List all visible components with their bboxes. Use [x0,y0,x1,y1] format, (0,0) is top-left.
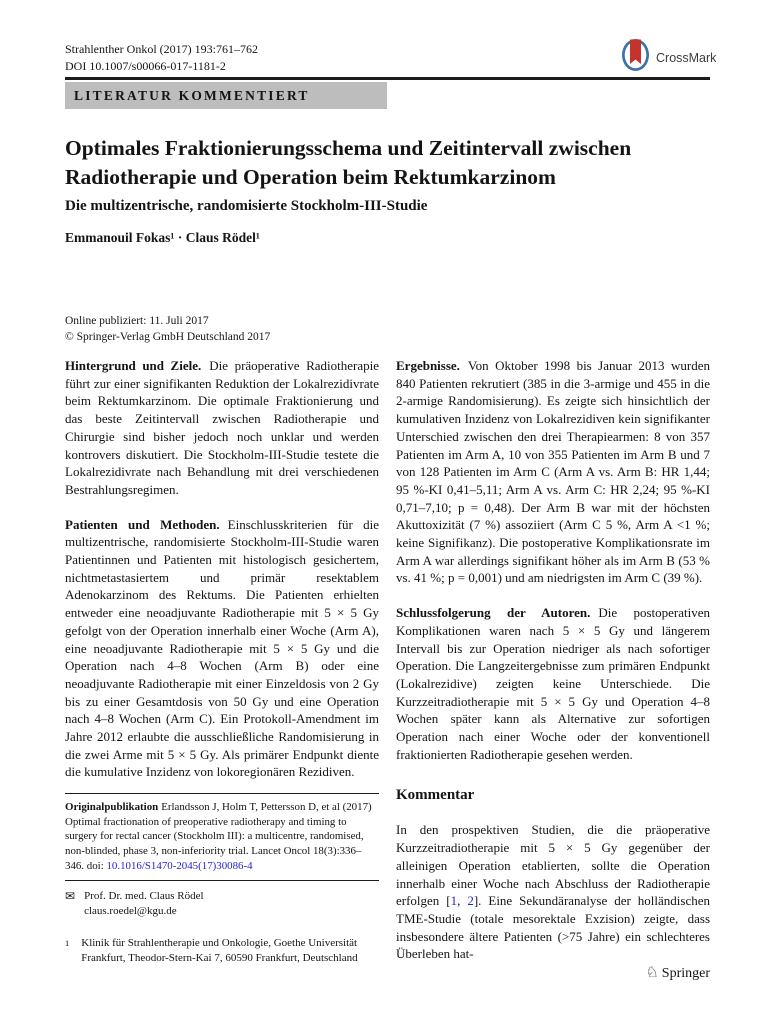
methods-text: Einschlusskriterien für die multizentrische, randomisierte Stockholm-III-Studie waren Patientinnen und Patienten mit histologisch gesichertem, nichtmetastasiertem und primär resektablem Adenokarzinom des Rektums. Die Patienten erhielten entweder eine neoadjuvante Radiotherapie mit 5 × 5 Gy gefolgt von der Operation innerhalb einer Woche (Arm A), eine neoadjuvante Radiotherapie mit 5 × 5 Gy und die Operation nach 4–8 Wochen (Arm B) oder eine neoadjuvante Radiotherapie mit einer Einzeldosis von 2 Gy bis zu einer Gesamtdosis von 50 Gy und eine Operation nach 4–8 Wochen (Arm C). Ein Protokoll-Amendment im Jahre 2012 erlaubte die ausschließliche Randomisierung in die zwei Arme mit 5 × 5 Gy. Als primärer Endpunkt diente die kumulative Inzidenz von lokoregionären Rezidiven. [65,516,380,780]
copyright-line: © Springer-Verlag GmbH Deutschland 2017 [65,330,271,343]
article-title: Optimales Fraktionierungsschema und Zeitintervall zwischen Radiotherapie und Operation beim Rektumkarzinom [65,136,632,189]
right-column [396,357,710,980]
two-column-body [65,357,710,980]
affiliation-block [65,936,365,966]
crossmark-label: CrossMark [656,50,717,65]
article-subtitle: Die multizentrische, randomisierte Stockholm-III-Studie [65,198,428,214]
abstract-results-paragraph [396,357,710,587]
page-footer [65,963,710,982]
results-text: Von Oktober 1998 bis Januar 2013 wurden 840 Patienten rekrutiert (385 in die 3-armige und 455 in die 2-armige Randomisierung). Es zeigte sich hinsichtlich der kumulativen Inzidenz von Lokalrezidiven kein signifikanter Unterschied zwischen den drei Therapiearmen: 8 von 357 Patienten im Arm A, 10 von 355 Patienten im Arm B und 7 von 128 Patienten im Arm C (Arm A vs. Arm B: HR 1,44; 95 %-KI 0,41–5,11; Arm A vs. Arm C: HR 2,24; 95 %-KI 0,71–7,10; p = 0,48). Der Arm B war mit der höchsten Akuttoxizität (7 %) assoziiert (Arm C 5 %, Arm A <1 %; keine Signifikanz). Die postoperative Komplikationsrate im Arm A war allerdings signifikant höher als im Arm B (53 % vs. 41 %; p = 0,001) und am niedrigsten im Arm C (39 %). [396,358,710,586]
abstract-background-paragraph [65,357,379,499]
conclusion-heading: Schlussfolgerung der Autoren. [396,605,591,621]
affiliation-marker: 1 [65,937,70,948]
online-published-line: Online publiziert: 11. Juli 2017 [65,315,209,327]
article-doi: DOI 10.1007/s00066-017-1181-2 [65,58,226,73]
kommentar-text-pre: In den prospektiven Studien, die die präoperative Kurzzeitradiotherapie mit 5 × 5 Gy gegenüber der alleinigen Operation etablierten, sollte die Operation innerhalb einer Woche nach Abschluss der Radiotherapie erfolgen [ [396,822,710,909]
footnote-divider-top [65,793,379,794]
original-publication-text: Erlandsson J, Holm T, Pettersson D, et al (2017) Optimal fractionation of preoperative radiotherapy and timing to surgery for rectal cancer (Stockholm III): a multicentre, randomised, non-blinded, phase 3, non-inferiority trial. Lancet Oncol 18(3):336–346. doi: [65,801,372,872]
header-divider [65,77,710,80]
conclusion-text: Die postoperativen Komplikationen waren nach 5 × 5 Gy und längerem Intervall bis zur Operation niedriger als nach sofortiger Operation. Die Langzeitergebnisse zum primären Endpunkt (Lokalrezidive) zeigten keine Unterschiede. Die Kurzzeitradiotherapie mit 5 × 5 Gy und Operation 4–8 Wochen später kann als Alternative zur sofortigen Operation nach einer Woche oder der konventionell fraktionierten Radiotherapie gesehen werden. [396,605,710,762]
affiliation-text: Klinik für Strahlentherapie und Onkologie, Goethe Universität Frankfurt, Theodor-Stern-Kai 7, 60590 Frankfurt, Deutschland [81,936,358,964]
kommentar-heading: Kommentar [396,787,475,804]
reference-link-2[interactable]: 2 [467,893,474,909]
doi-link[interactable]: 10.1016/S1470-2045(17)30086-4 [106,859,253,872]
section-banner: LITERATUR KOMMENTIERT [65,82,387,109]
background-text: Die präoperative Radiotherapie führt zur einer signifikanten Reduktion der Lokalrezidivrate beim Rektumkarzinom. Die optimale Fraktionierung und das beste Zeitintervall zwischen Radiotherapie und Chirurgie sind bisher jedoch noch unklar und werden kontrovers diskutiert. Die Stockholm-III-Studie testete die Lokalrezidivrate nach Behandlung mit drei verschiedenen Bestrahlungsregimen. [65,358,379,497]
left-column [65,357,379,980]
reference-separator: , [457,893,468,909]
journal-citation: Strahlenther Onkol (2017) 193:761–762 [65,42,258,56]
reference-link-1[interactable]: 1 [450,893,458,909]
methods-heading: Patienten und Methoden. [65,516,220,532]
abstract-methods-paragraph [65,516,379,782]
correspondence-block [65,889,379,919]
crossmark-badge[interactable] [621,38,716,77]
kommentar-paragraph [396,821,710,963]
results-heading: Ergebnisse. [396,358,460,373]
original-publication-label: Originalpublikation [65,801,159,814]
crossmark-icon [621,38,650,77]
footnote-divider-bottom [65,880,379,881]
authors-line: Emmanouil Fokas¹ · Claus Rödel¹ [65,230,260,245]
correspondence-email: claus.roedel@kgu.de [84,904,177,917]
abstract-conclusion-paragraph [396,604,710,763]
correspondence-details [84,889,203,919]
envelope-icon: ✉ [65,889,76,904]
publisher-name: Springer [661,966,710,981]
correspondence-name: Prof. Dr. med. Claus Rödel [84,890,204,903]
original-publication-note [65,800,379,873]
footnote-block [65,793,379,965]
springer-logo-icon: ♘ [645,963,659,981]
kommentar-text-post: ]. Eine Sekundäranalyse der holländischen TME-Studie (totale mesorektale Exzision) zeigte, dass insbesondere ältere Patienten (>75 Jahre) ein schlechteres Überleben hat- [396,893,710,962]
background-heading: Hintergrund und Ziele. [65,358,202,373]
journal-header [65,41,258,74]
publication-info [65,314,270,345]
